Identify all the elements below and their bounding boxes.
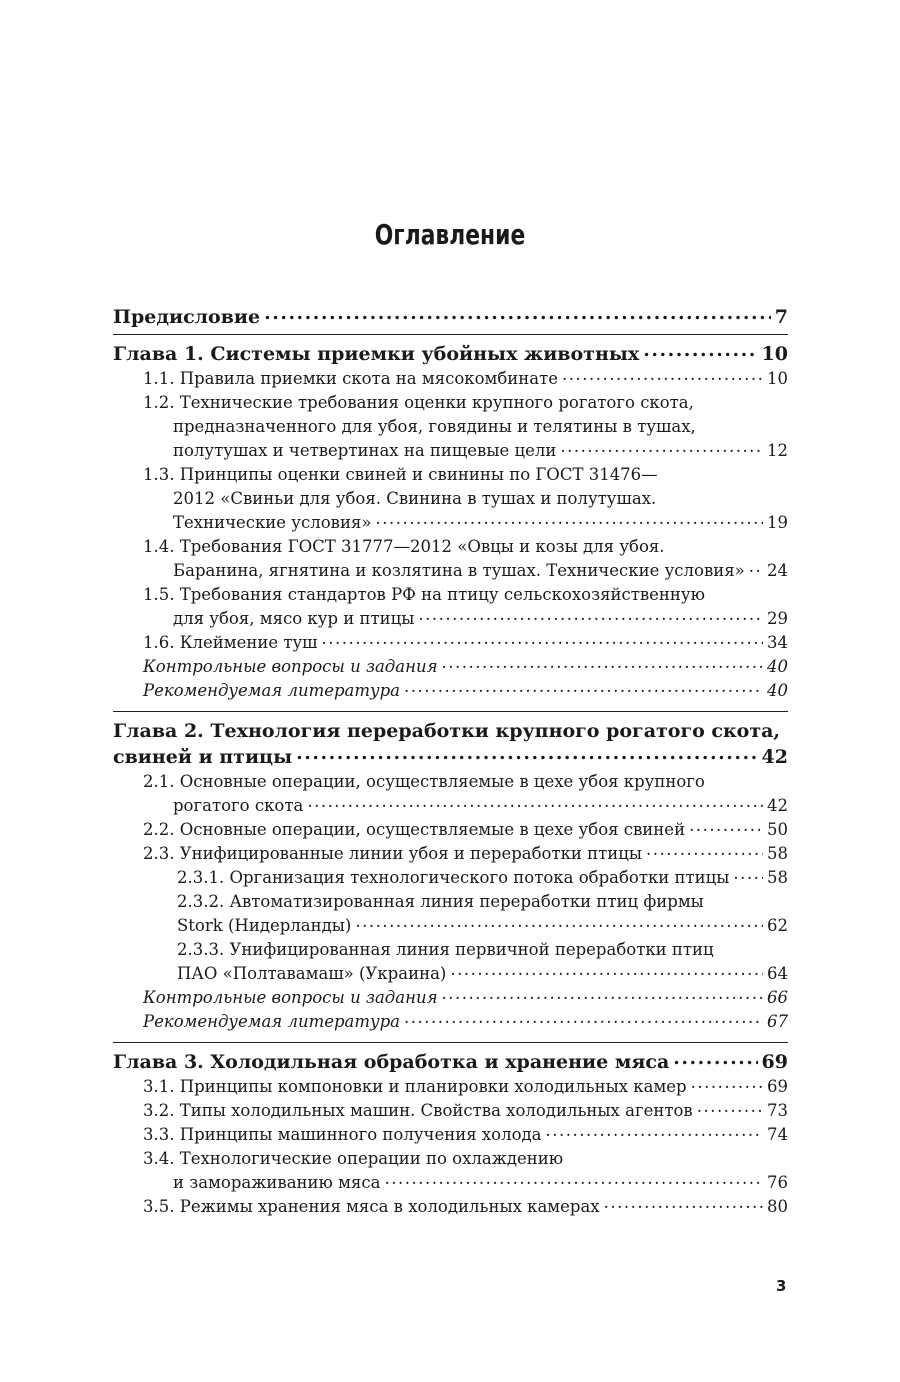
toc-section-2-3[interactable]: 2.3. Унифицированные линии убоя и переработки птицы ..... 58	[113, 842, 788, 866]
toc-section-2-2[interactable]: 2.2. Основные операции, осуществляемые в цехе убоя свиней ..... 50	[113, 818, 788, 842]
toc-chapter-2-sections	[113, 770, 788, 1038]
toc-section-2-1[interactable]: 2.1. Основные операции, осуществляемые в цехе убоя крупного рогатого скота ..... 42	[113, 770, 788, 818]
toc-chapter-1[interactable]: Глава 1. Системы приемки убойных животных ..... 10	[113, 341, 788, 367]
page-number: 3	[776, 1277, 787, 1295]
toc-section-2-3-3[interactable]: 2.3.3. Унифицированная линия первичной переработки птиц ПАО «Полтавамаш» (Украина) ..... 64	[113, 938, 788, 986]
toc-entry-preface[interactable]: Предисловие ..... 7	[113, 304, 788, 330]
toc-section-3-5[interactable]: 3.5. Режимы хранения мяса в холодильных камерах ..... 80	[113, 1195, 788, 1219]
toc-section-2-3-2[interactable]: 2.3.2. Автоматизированная линия переработки птиц фирмы Stork (Нидерланды) ..... 62	[113, 890, 788, 938]
table-of-contents	[113, 304, 788, 1223]
toc-ch1-questions[interactable]: Контрольные вопросы и задания ..... 40	[113, 655, 788, 679]
toc-section-1-6[interactable]: 1.6. Клеймение туш ..... 34	[113, 631, 788, 655]
toc-ch1-literature[interactable]: Рекомендуемая литература ..... 40	[113, 679, 788, 703]
toc-section-2-3-1[interactable]: 2.3.1. Организация технологического потока обработки птицы ..... 58	[113, 866, 788, 890]
toc-section-3-4[interactable]: 3.4. Технологические операции по охлаждению и замораживанию мяса ..... 76	[113, 1147, 788, 1195]
divider	[113, 1042, 788, 1043]
toc-ch2-questions[interactable]: Контрольные вопросы и задания ..... 66	[113, 986, 788, 1010]
toc-section-3-3[interactable]: 3.3. Принципы машинного получения холода ..... 74	[113, 1123, 788, 1147]
page-title: Оглавление	[374, 218, 526, 251]
divider	[113, 711, 788, 712]
toc-section-1-4[interactable]: 1.4. Требования ГОСТ 31777—2012 «Овцы и козы для убоя. Баранина, ягнятина и козлятина в тушах. Технические условия» ..... 24	[113, 535, 788, 583]
toc-section-1-3[interactable]: 1.3. Принципы оценки свиней и свинины по ГОСТ 31476— 2012 «Свиньи для убоя. Свинина в тушах и полутушах. Технические условия» ..... 19	[113, 463, 788, 535]
toc-chapter-2[interactable]: Глава 2. Технология переработки крупного рогатого скота, свиней и птицы ..... 42	[113, 718, 788, 770]
toc-section-1-1[interactable]: 1.1. Правила приемки скота на мясокомбинате ..... 10	[113, 367, 788, 391]
toc-ch2-literature[interactable]: Рекомендуемая литература ..... 67	[113, 1010, 788, 1034]
toc-section-1-2[interactable]: 1.2. Технические требования оценки крупного рогатого скота, предназначенного для убоя, говядины и телятины в тушах, полутушах и четвертинах на пищевые цели ..... 12	[113, 391, 788, 463]
toc-chapter-3-sections	[113, 1075, 788, 1223]
toc-chapter-3[interactable]: Глава 3. Холодильная обработка и хранение мяса ..... 69	[113, 1049, 788, 1075]
toc-section-3-1[interactable]: 3.1. Принципы компоновки и планировки холодильных камер ..... 69	[113, 1075, 788, 1099]
toc-section-3-2[interactable]: 3.2. Типы холодильных машин. Свойства холодильных агентов ..... 73	[113, 1099, 788, 1123]
toc-chapter-1-sections	[113, 367, 788, 707]
toc-section-1-5[interactable]: 1.5. Требования стандартов РФ на птицу сельскохозяйственную для убоя, мясо кур и птицы ..... 29	[113, 583, 788, 631]
divider	[113, 334, 788, 335]
